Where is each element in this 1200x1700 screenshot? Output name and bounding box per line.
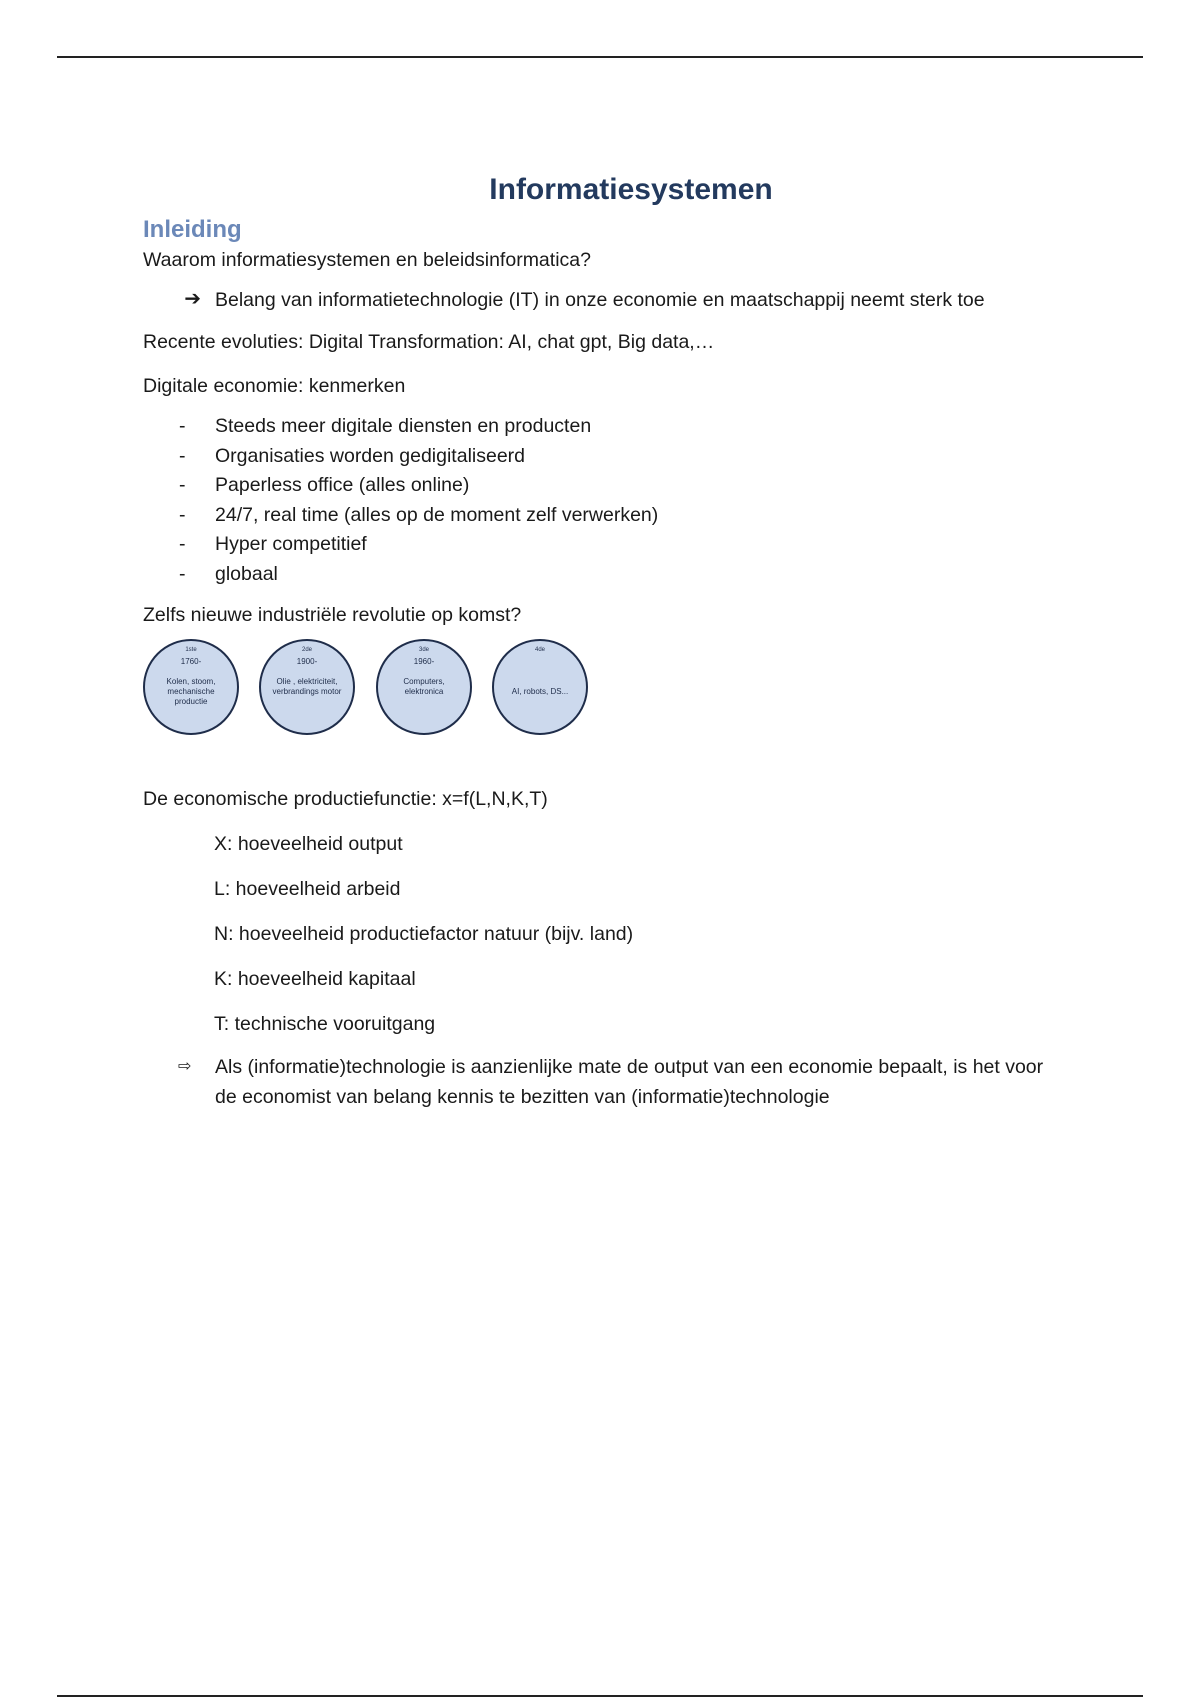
variable-t: T: technische vooruitgang (214, 1013, 436, 1035)
conclusion-text: Als (informatie)technologie is aanzienlijke mate de output van een economie bepaalt, is het voor de economist van belang kennis te bezitten van (informatie)technologie (215, 1056, 1044, 1108)
revolution-circle-1: 1ste 1760- Kolen, stoom, mechanische productie (143, 639, 239, 735)
digital-economy-heading: Digitale economie: kenmerken (143, 375, 406, 397)
revolution-circle-2: 2de 1900- Olie , elektriciteit, verbrandings motor (259, 639, 355, 735)
arrow-right-icon: ➔ (184, 288, 201, 310)
revolution-circle-4: 4de AI, robots, DS... (492, 639, 588, 735)
conclusion (143, 1052, 1063, 1112)
production-function: De economische productiefunctie: x=f(L,N,K,T) (143, 788, 548, 810)
footer-rule (57, 1695, 1143, 1697)
variable-k: K: hoeveelheid kapitaal (214, 968, 416, 990)
list-item: - Hyper competitief (179, 533, 367, 555)
header-rule (57, 56, 1143, 58)
arrow-point-text: Belang van informatietechnologie (IT) in onze economie en maatschappij neemt sterk toe (215, 289, 985, 311)
characteristics-list (143, 412, 1063, 589)
variable-n: N: hoeveelheid productiefactor natuur (bijv. land) (214, 923, 634, 945)
revolution-diagram (143, 639, 1063, 743)
list-item: - Steeds meer digitale diensten en producten (179, 415, 592, 437)
arrow-point (143, 286, 1063, 314)
page-title: Informatiesystemen (489, 173, 773, 206)
list-item: - 24/7, real time (alles op de moment zelf verwerken) (179, 503, 659, 526)
list-item: - Organisaties worden gedigitaliseerd (179, 444, 526, 467)
section-heading: Inleiding (143, 216, 242, 243)
recent-evolutions: Recente evoluties: Digital Transformation: AI, chat gpt, Big data,… (143, 331, 715, 353)
revolution-circle-3: 3de 1960- Computers, elektronica (376, 639, 472, 735)
variable-x: X: hoeveelheid output (214, 833, 403, 855)
list-item: - globaal (179, 562, 278, 585)
variable-l: L: hoeveelheid arbeid (214, 878, 401, 900)
list-item: - Paperless office (alles online) (179, 474, 470, 496)
open-arrow-icon: ⇨ (178, 1058, 192, 1075)
revolution-question: Zelfs nieuwe industriële revolutie op komst? (143, 604, 522, 626)
intro-question: Waarom informatiesystemen en beleidsinformatica? (143, 249, 591, 271)
document-body (143, 170, 1063, 1112)
